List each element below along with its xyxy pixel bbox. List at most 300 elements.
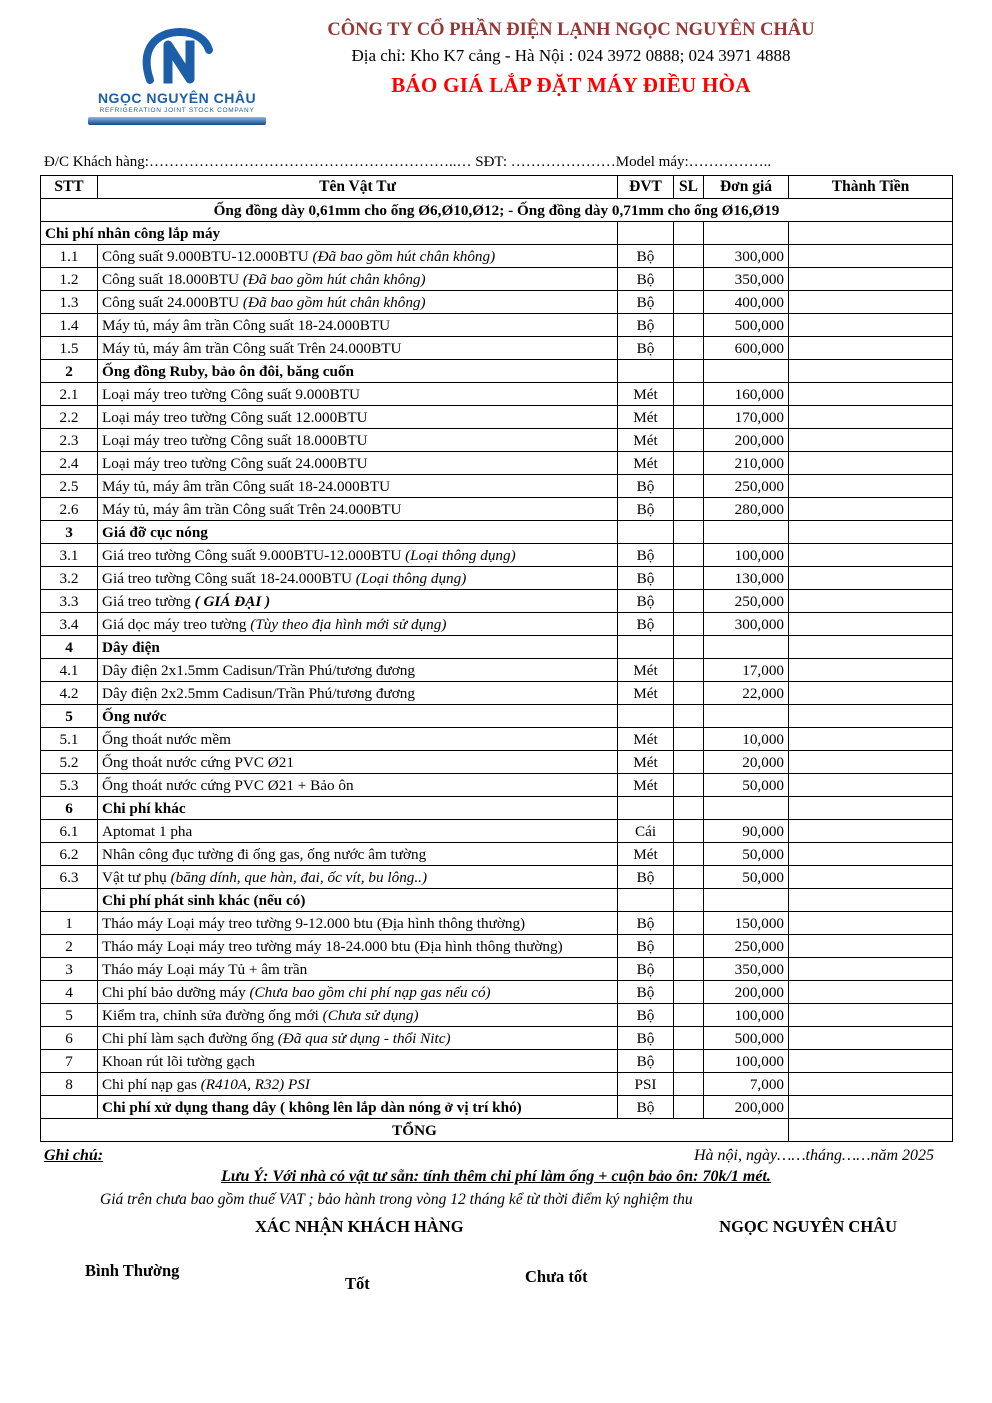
cell-stt: 7 [41, 1050, 98, 1073]
item-row [41, 406, 953, 429]
cell-unit: Bộ [618, 866, 674, 889]
cell-unit: Cái [618, 820, 674, 843]
cell-unit-price: 300,000 [704, 613, 789, 636]
cell-total [789, 498, 953, 521]
cell-unit-price: 150,000 [704, 912, 789, 935]
item-row [41, 544, 953, 567]
cell-unit-price: 300,000 [704, 245, 789, 268]
cell-name: Khoan rút lõi tường gạch [98, 1050, 618, 1073]
item-row [41, 475, 953, 498]
item-row [41, 1050, 953, 1073]
cell-qty [674, 705, 704, 728]
total-row [41, 1119, 953, 1142]
cell-qty [674, 1004, 704, 1027]
cell-stt: 1.5 [41, 337, 98, 360]
cell-name: Tháo máy Loại máy treo tường 9-12.000 btu (Địa hình thông thường) [98, 912, 618, 935]
item-row [41, 245, 953, 268]
cell-total [789, 314, 953, 337]
cell-qty [674, 981, 704, 1004]
cell-total [789, 222, 953, 245]
cell-unit-price [704, 889, 789, 912]
cell-name: Giá treo tường Công suất 18-24.000BTU (Loại thông dụng) [98, 567, 618, 590]
item-row [41, 613, 953, 636]
section-row [41, 222, 953, 245]
item-row [41, 1004, 953, 1027]
section-row [41, 889, 953, 912]
cell-stt: 6.3 [41, 866, 98, 889]
cell-name: Loại máy treo tường Công suất 9.000BTU [98, 383, 618, 406]
notes-label: Ghi chú: [44, 1147, 104, 1164]
cell-unit-price: 17,000 [704, 659, 789, 682]
cell-unit-price: 350,000 [704, 268, 789, 291]
cell-unit: Mét [618, 774, 674, 797]
company-signature-label: NGỌC NGUYÊN CHÂU [719, 1217, 897, 1236]
item-row [41, 843, 953, 866]
item-row [41, 567, 953, 590]
cell-unit: Mét [618, 429, 674, 452]
cell-name: Chi phí bảo dưỡng máy (Chưa bao gồm chi phí nạp gas nếu có) [98, 981, 618, 1004]
cell-unit: Bộ [618, 245, 674, 268]
cell-qty [674, 291, 704, 314]
cell-qty [674, 866, 704, 889]
cell-name: Giá treo tường ( GIÁ ĐẠI ) [98, 590, 618, 613]
header-text-block [190, 12, 952, 98]
item-row [41, 1073, 953, 1096]
cell-unit [618, 521, 674, 544]
cell-name: Máy tủ, máy âm trần Công suất Trên 24.000BTU [98, 498, 618, 521]
cell-unit-price: 50,000 [704, 774, 789, 797]
cell-unit-price: 100,000 [704, 1004, 789, 1027]
cell-qty [674, 935, 704, 958]
cell-unit: Bộ [618, 958, 674, 981]
cell-qty [674, 912, 704, 935]
cell-stt: 5.2 [41, 751, 98, 774]
section-row [41, 705, 953, 728]
cell-unit-price: 210,000 [704, 452, 789, 475]
cell-qty [674, 567, 704, 590]
cell-unit-price: 130,000 [704, 567, 789, 590]
cell-stt: 6 [41, 797, 98, 820]
cell-stt: 8 [41, 1073, 98, 1096]
cell-unit-price: 200,000 [704, 981, 789, 1004]
cell-unit [618, 636, 674, 659]
cell-unit: Mét [618, 728, 674, 751]
cell-total [789, 360, 953, 383]
cell-stt: 2.1 [41, 383, 98, 406]
cell-stt: 3.2 [41, 567, 98, 590]
company-logo [88, 26, 266, 125]
cell-name: Nhân công đục tường đi ống gas, ống nước âm tường [98, 843, 618, 866]
cell-total [789, 291, 953, 314]
cell-unit-price [704, 521, 789, 544]
cell-name: Công suất 24.000BTU (Đã bao gồm hút chân không) [98, 291, 618, 314]
section-title: Giá đỡ cục nóng [98, 521, 618, 544]
cell-qty [674, 1073, 704, 1096]
item-row [41, 774, 953, 797]
cell-unit: Mét [618, 682, 674, 705]
col-header-total: Thành Tiền [789, 176, 953, 199]
cell-qty [674, 268, 704, 291]
cell-stt: 5.1 [41, 728, 98, 751]
cell-qty [674, 613, 704, 636]
cell-unit: PSI [618, 1073, 674, 1096]
cell-name: Dây điện 2x1.5mm Cadisun/Trần Phú/tương đương [98, 659, 618, 682]
cell-qty [674, 360, 704, 383]
cell-unit-price: 50,000 [704, 843, 789, 866]
signature-row [40, 1217, 952, 1237]
cell-stt: 2.6 [41, 498, 98, 521]
cell-qty [674, 521, 704, 544]
cell-unit-price: 22,000 [704, 682, 789, 705]
cell-total [789, 613, 953, 636]
cell-qty [674, 452, 704, 475]
cell-unit: Bộ [618, 613, 674, 636]
cell-unit: Bộ [618, 291, 674, 314]
cell-total [789, 475, 953, 498]
cell-name: Aptomat 1 pha [98, 820, 618, 843]
col-header-material: Tên Vật Tư [98, 176, 618, 199]
cell-unit-price: 250,000 [704, 590, 789, 613]
cell-name: Ống thoát nước mềm [98, 728, 618, 751]
cell-unit: Mét [618, 406, 674, 429]
cell-stt: 4.1 [41, 659, 98, 682]
cell-unit: Bộ [618, 567, 674, 590]
cell-stt: 3.4 [41, 613, 98, 636]
cell-name: Tháo máy Loại máy Tủ + âm trần [98, 958, 618, 981]
cell-stt: 3 [41, 521, 98, 544]
cell-stt: 6.2 [41, 843, 98, 866]
cell-total [789, 383, 953, 406]
cell-total [789, 1050, 953, 1073]
cell-total [789, 797, 953, 820]
cell-unit: Bộ [618, 1096, 674, 1119]
cell-unit-price: 250,000 [704, 475, 789, 498]
logo-brand-text: NGỌC NGUYÊN CHÂU [97, 90, 257, 106]
section-row [41, 636, 953, 659]
cell-total [789, 1004, 953, 1027]
item-row [41, 429, 953, 452]
cell-stt: 1.1 [41, 245, 98, 268]
cell-stt: 2.3 [41, 429, 98, 452]
company-address: Địa chỉ: Kho K7 cảng - Hà Nội : 024 3972 0888; 024 3971 4888 [351, 46, 791, 65]
cell-qty [674, 314, 704, 337]
item-row [41, 452, 953, 475]
cell-unit: Bộ [618, 935, 674, 958]
cell-name: Chi phí xử dụng thang dây ( không lên lắp dàn nóng ở vị trí khó) [98, 1096, 618, 1119]
cell-name: Máy tủ, máy âm trần Công suất 18-24.000BTU [98, 475, 618, 498]
cell-unit: Bộ [618, 498, 674, 521]
section-title: Dây điện [98, 636, 618, 659]
col-header-unit: ĐVT [618, 176, 674, 199]
cell-name: Máy tủ, máy âm trần Công suất Trên 24.000BTU [98, 337, 618, 360]
cell-total [789, 337, 953, 360]
cell-total [789, 406, 953, 429]
item-row [41, 268, 953, 291]
cell-stt: 6.1 [41, 820, 98, 843]
cell-stt: 5 [41, 1004, 98, 1027]
cell-qty [674, 636, 704, 659]
cell-total [789, 820, 953, 843]
cell-stt: 4 [41, 981, 98, 1004]
cell-unit-price: 7,000 [704, 1073, 789, 1096]
rating-option-not-good: Chưa tốt [525, 1267, 588, 1286]
item-row [41, 659, 953, 682]
cell-stt: 3 [41, 958, 98, 981]
cell-total [789, 1096, 953, 1119]
item-row [41, 314, 953, 337]
item-row [41, 383, 953, 406]
cell-unit: Bộ [618, 590, 674, 613]
page-title: BÁO GIÁ LẮP ĐẶT MÁY ĐIỀU HÒA [391, 73, 751, 97]
col-header-stt: STT [41, 176, 98, 199]
cell-stt: 1.4 [41, 314, 98, 337]
cell-unit-price: 170,000 [704, 406, 789, 429]
cell-unit: Bộ [618, 544, 674, 567]
customer-info-line: Đ/C Khách hàng:……………………………………………………..… SĐT: …………………Model máy:…………….. [44, 154, 772, 170]
cell-unit-price: 500,000 [704, 1027, 789, 1050]
item-row [41, 498, 953, 521]
cell-name: Kiểm tra, chỉnh sửa đường ống mới (Chưa sử dụng) [98, 1004, 618, 1027]
item-row [41, 820, 953, 843]
cell-stt: 4 [41, 636, 98, 659]
cell-name: Chi phí làm sạch đường ống (Đã qua sử dụng - thổi Nitc) [98, 1027, 618, 1050]
cell-unit [618, 889, 674, 912]
item-row [41, 751, 953, 774]
cell-unit-price: 160,000 [704, 383, 789, 406]
cell-unit-price: 400,000 [704, 291, 789, 314]
cell-total [789, 705, 953, 728]
cell-stt: 1 [41, 912, 98, 935]
cell-unit: Bộ [618, 337, 674, 360]
cell-unit: Bộ [618, 981, 674, 1004]
section-title: Chi phí khác [98, 797, 618, 820]
cell-total [789, 1073, 953, 1096]
cell-qty [674, 797, 704, 820]
item-row [41, 1096, 953, 1119]
cell-qty [674, 406, 704, 429]
cell-total [789, 1027, 953, 1050]
cell-unit-price [704, 705, 789, 728]
col-header-unit-price: Đơn giá [704, 176, 789, 199]
cell-total [789, 1119, 953, 1142]
rating-option-good: Tốt [345, 1274, 370, 1293]
cell-stt: 2 [41, 935, 98, 958]
cell-stt: 2.2 [41, 406, 98, 429]
item-row [41, 912, 953, 935]
cell-qty [674, 498, 704, 521]
col-header-qty: SL [674, 176, 704, 199]
cell-total [789, 268, 953, 291]
quote-table [40, 175, 953, 1142]
cell-stt: 5 [41, 705, 98, 728]
cell-unit-price: 90,000 [704, 820, 789, 843]
cell-qty [674, 544, 704, 567]
cell-total [789, 659, 953, 682]
cell-qty [674, 245, 704, 268]
cell-qty [674, 383, 704, 406]
cell-name: Dây điện 2x2.5mm Cadisun/Trần Phú/tương đương [98, 682, 618, 705]
cell-qty [674, 1027, 704, 1050]
pipe-spec-note: Ống đồng dày 0,61mm cho ống Ø6,Ø10,Ø12; - Ống đồng dày 0,71mm cho ống Ø16,Ø19 [41, 199, 953, 222]
cell-stt: 3.1 [41, 544, 98, 567]
cell-qty [674, 475, 704, 498]
cell-name: Loại máy treo tường Công suất 18.000BTU [98, 429, 618, 452]
section-title: Ống đồng Ruby, bảo ôn đôi, băng cuốn [98, 360, 618, 383]
table-header-row [41, 176, 953, 199]
cell-unit: Mét [618, 452, 674, 475]
cell-stt: 1.2 [41, 268, 98, 291]
cell-stt: 2 [41, 360, 98, 383]
rating-option-normal: Bình Thường [85, 1261, 180, 1280]
cell-name: Công suất 9.000BTU-12.000BTU (Đã bao gồm hút chân không) [98, 245, 618, 268]
cell-unit: Bộ [618, 1004, 674, 1027]
cell-name: Vật tư phụ (băng dính, que hàn, đai, ốc vít, bu lông..) [98, 866, 618, 889]
cell-total [789, 544, 953, 567]
logo-bar [88, 117, 266, 125]
vat-warranty-note: Giá trên chưa bao gồm thuế VAT ; bảo hành trong vòng 12 tháng kể từ thời điểm ký nghiệm thu [100, 1191, 693, 1208]
item-row [41, 935, 953, 958]
cell-total [789, 889, 953, 912]
cell-qty [674, 889, 704, 912]
rating-options-row [40, 1261, 952, 1307]
cell-total [789, 912, 953, 935]
cell-unit: Bộ [618, 314, 674, 337]
logo-subtitle-text: REFRIGERATION JOINT STOCK COMPANY [99, 107, 255, 114]
cell-stt: 2.5 [41, 475, 98, 498]
cell-unit: Bộ [618, 475, 674, 498]
item-row [41, 958, 953, 981]
cell-unit [618, 360, 674, 383]
item-row [41, 866, 953, 889]
cell-unit-price: 280,000 [704, 498, 789, 521]
cell-unit-price [704, 360, 789, 383]
cell-stt [41, 1096, 98, 1119]
cell-qty [674, 820, 704, 843]
cell-name: Giá treo tường Công suất 9.000BTU-12.000BTU (Loại thông dụng) [98, 544, 618, 567]
cell-unit: Mét [618, 751, 674, 774]
cell-unit [618, 222, 674, 245]
section-row [41, 797, 953, 820]
cell-unit-price: 250,000 [704, 935, 789, 958]
cell-qty [674, 429, 704, 452]
cell-total [789, 245, 953, 268]
cell-unit-price: 100,000 [704, 1050, 789, 1073]
note-row [41, 199, 953, 222]
cell-unit-price: 20,000 [704, 751, 789, 774]
cell-unit [618, 705, 674, 728]
cell-total [789, 429, 953, 452]
cell-name: Ống thoát nước cứng PVC Ø21 + Bảo ôn [98, 774, 618, 797]
cell-unit: Bộ [618, 1050, 674, 1073]
date-line: Hà nội, ngày……tháng……năm 2025 [693, 1147, 934, 1164]
item-row [41, 1027, 953, 1050]
cell-unit-price: 600,000 [704, 337, 789, 360]
cell-total [789, 452, 953, 475]
cell-name: Loại máy treo tường Công suất 24.000BTU [98, 452, 618, 475]
cell-name: Loại máy treo tường Công suất 12.000BTU [98, 406, 618, 429]
item-row [41, 981, 953, 1004]
section-row [41, 360, 953, 383]
total-label: TỔNG [41, 1119, 789, 1142]
cell-name: Giá dọc máy treo tường (Tùy theo địa hình mới sử dụng) [98, 613, 618, 636]
cell-name: Máy tủ, máy âm trần Công suất 18-24.000BTU [98, 314, 618, 337]
cell-stt: 5.3 [41, 774, 98, 797]
cell-qty [674, 659, 704, 682]
cell-total [789, 636, 953, 659]
cell-name: Ống thoát nước cứng PVC Ø21 [98, 751, 618, 774]
cell-unit-price: 200,000 [704, 1096, 789, 1119]
cell-total [789, 567, 953, 590]
cell-unit-price [704, 797, 789, 820]
item-row [41, 291, 953, 314]
cell-total [789, 843, 953, 866]
cell-unit: Mét [618, 383, 674, 406]
cell-stt: 2.4 [41, 452, 98, 475]
cell-total [789, 751, 953, 774]
cell-qty [674, 843, 704, 866]
cell-total [789, 981, 953, 1004]
cell-unit: Bộ [618, 912, 674, 935]
cell-qty [674, 728, 704, 751]
cell-unit-price: 50,000 [704, 866, 789, 889]
attention-note: Lưu Ý: Với nhà có vật tư sẵn: tính thêm chi phí làm ống + cuộn bảo ôn: 70k/1 mét. [221, 1168, 771, 1185]
cell-unit: Bộ [618, 268, 674, 291]
cell-unit-price [704, 222, 789, 245]
cell-stt [41, 889, 98, 912]
cell-unit-price: 500,000 [704, 314, 789, 337]
item-row [41, 337, 953, 360]
section-title: Ống nước [98, 705, 618, 728]
cell-unit-price: 200,000 [704, 429, 789, 452]
cell-stt: 3.3 [41, 590, 98, 613]
cell-qty [674, 1050, 704, 1073]
cell-stt: 1.3 [41, 291, 98, 314]
notes-row [40, 1147, 952, 1165]
cell-total [789, 866, 953, 889]
cell-qty [674, 774, 704, 797]
section-row [41, 521, 953, 544]
cell-name: Chi phí nạp gas (R410A, R32) PSI [98, 1073, 618, 1096]
cell-unit: Mét [618, 659, 674, 682]
company-name: CÔNG TY CỔ PHẦN ĐIỆN LẠNH NGỌC NGUYÊN CHÂU [327, 20, 815, 40]
cell-unit-price [704, 636, 789, 659]
cell-total [789, 590, 953, 613]
cell-total [789, 728, 953, 751]
cell-qty [674, 682, 704, 705]
cell-qty [674, 337, 704, 360]
section-title: Chi phí nhân công lắp máy [41, 222, 618, 245]
cell-qty [674, 222, 704, 245]
cell-total [789, 935, 953, 958]
cell-qty [674, 958, 704, 981]
cell-unit-price: 350,000 [704, 958, 789, 981]
cell-unit: Bộ [618, 1027, 674, 1050]
cell-total [789, 774, 953, 797]
cell-name: Công suất 18.000BTU (Đã bao gồm hút chân không) [98, 268, 618, 291]
cell-total [789, 521, 953, 544]
cell-qty [674, 590, 704, 613]
document-header [40, 12, 952, 142]
cell-qty [674, 751, 704, 774]
customer-confirmation-label: XÁC NHẬN KHÁCH HÀNG [255, 1217, 464, 1236]
cell-name: Tháo máy Loại máy treo tường máy 18-24.000 btu (Địa hình thông thường) [98, 935, 618, 958]
cell-unit-price: 100,000 [704, 544, 789, 567]
quote-table-body [41, 199, 953, 1142]
cell-stt: 6 [41, 1027, 98, 1050]
cell-unit-price: 10,000 [704, 728, 789, 751]
cell-qty [674, 1096, 704, 1119]
cell-unit: Mét [618, 843, 674, 866]
